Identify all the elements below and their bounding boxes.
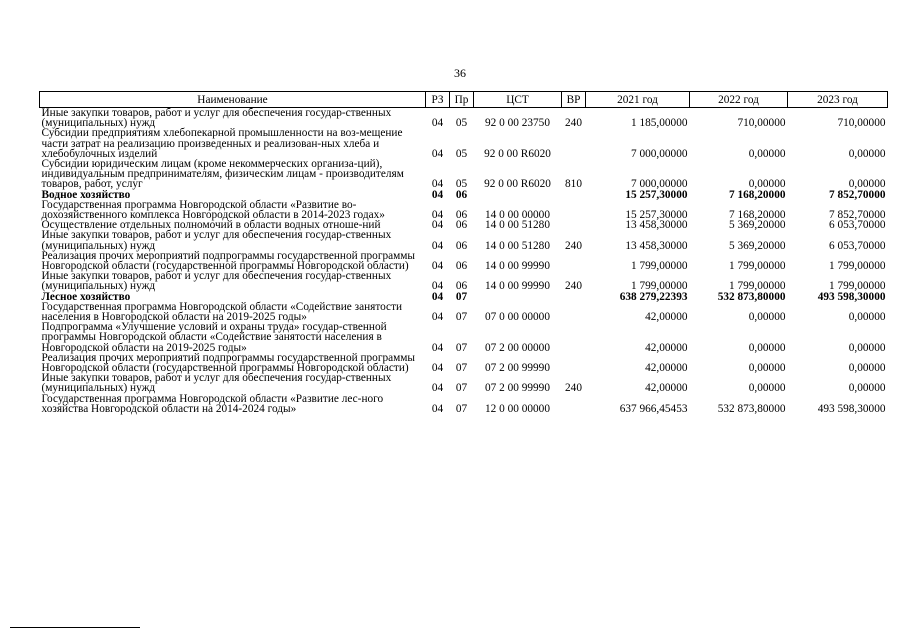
cell-rz: 04: [431, 311, 444, 324]
cell-pr: 05: [455, 178, 468, 191]
cell-2021: 42,00000: [645, 311, 688, 324]
cell-vr: 810: [565, 178, 582, 191]
cell-cst: 14 0 00 51280: [485, 239, 550, 252]
cell-pr: 05: [455, 117, 468, 130]
cell-vr: [562, 128, 586, 159]
cell-2021: 1 799,00000: [631, 260, 688, 273]
table-row: [40, 200, 888, 220]
cell-2022: 0,00000: [748, 341, 786, 354]
cell-cst: [474, 190, 562, 200]
cell-vr: 240: [565, 239, 582, 252]
cell-cst: 14 0 00 99990: [485, 280, 550, 293]
cell-cst: 14 0 00 51280: [485, 219, 550, 232]
cell-rz: 04: [431, 219, 444, 232]
cell-name: Иные закупки товаров, работ и услуг для обеспечения государ-ственных (муниципальных) нужд: [41, 107, 392, 130]
header-vr: ВР: [562, 92, 586, 108]
cell-2021: 7 000,00000: [631, 147, 688, 160]
header-pr: Пр: [450, 92, 474, 108]
cell-name: Иные закупки товаров, работ и услуг для обеспечения государ-ственных (муниципальных) нужд: [41, 229, 392, 252]
cell-pr: 07: [455, 341, 468, 354]
cell-2023: 710,00000: [837, 117, 886, 130]
cell-cst: 14 0 00 99990: [485, 260, 550, 273]
cell-cst: [474, 292, 562, 302]
cell-name: Иные закупки товаров, работ и услуг для обеспечения государ-ственных (муниципальных) нужд: [41, 270, 392, 293]
cell-rz: 04: [431, 188, 444, 201]
cell-vr: [562, 220, 586, 230]
cell-2021: 638 279,22393: [619, 290, 688, 303]
header-2023: 2023 год: [788, 92, 888, 108]
cell-vr: [562, 200, 586, 220]
table-row: [40, 302, 888, 322]
cell-vr: [562, 322, 586, 353]
cell-2021: 42,00000: [645, 362, 688, 375]
table-row: [40, 353, 888, 373]
cell-rz: 04: [431, 178, 444, 191]
footnote-divider: [10, 627, 140, 628]
header-name: Наименование: [40, 92, 426, 108]
cell-2022: 532 873,80000: [717, 402, 786, 415]
cell-2022: 710,00000: [737, 117, 786, 130]
cell-2022: 0,00000: [748, 178, 786, 191]
cell-pr: 06: [455, 219, 468, 232]
cell-2021: 15 257,30000: [625, 188, 688, 201]
header-2022: 2022 год: [690, 92, 788, 108]
cell-2021: 13 458,30000: [625, 219, 688, 232]
header-row: [40, 92, 888, 108]
cell-rz: 04: [431, 260, 444, 273]
cell-2023: 0,00000: [848, 178, 886, 191]
cell-vr: 240: [565, 280, 582, 293]
cell-2023: 0,00000: [848, 311, 886, 324]
cell-2023: 0,00000: [848, 341, 886, 354]
cell-2022: 7 168,20000: [729, 209, 786, 222]
cell-pr: 07: [455, 382, 468, 395]
cell-cst: 07 2 00 99990: [485, 382, 550, 395]
cell-name: Государственная программа Новгородской области «Развитие во-дохозяйственного комплекса Новгородской области в 2014-2023 годах»: [41, 198, 385, 222]
cell-rz: 04: [431, 147, 444, 160]
cell-2021: 42,00000: [645, 382, 688, 395]
cell-vr: 240: [565, 382, 582, 395]
cell-cst: 92 0 00 R6020: [484, 147, 551, 160]
page-number: 36: [454, 66, 466, 80]
cell-vr: [562, 394, 586, 414]
cell-vr: 240: [565, 117, 582, 130]
cell-2022: 1 799,00000: [729, 260, 786, 273]
cell-rz: 04: [431, 402, 444, 415]
cell-2023: 493 598,30000: [817, 402, 886, 415]
cell-2022: 0,00000: [748, 147, 786, 160]
table-row: [40, 373, 888, 393]
cell-rz: 04: [431, 341, 444, 354]
cell-rz: 04: [431, 382, 444, 395]
cell-2023: 7 852,70000: [829, 209, 886, 222]
cell-rz: 04: [431, 117, 444, 130]
cell-2023: 0,00000: [848, 147, 886, 160]
cell-name: Иные закупки товаров, работ и услуг для обеспечения государ-ственных (муниципальных) нужд: [41, 372, 392, 395]
table-row: [40, 230, 888, 250]
cell-2022: 0,00000: [748, 382, 786, 395]
cell-2023: 0,00000: [848, 382, 886, 395]
cell-2022: 0,00000: [748, 311, 786, 324]
cell-cst: 92 0 00 R6020: [484, 178, 551, 191]
cell-2022: 5 369,20000: [729, 219, 786, 232]
cell-2021: 13 458,30000: [625, 239, 688, 252]
cell-2023: 0,00000: [848, 362, 886, 375]
table-row: [40, 271, 888, 291]
cell-2022: 1 799,00000: [729, 280, 786, 293]
cell-cst: 12 0 00 00000: [485, 402, 550, 415]
cell-name: Осуществление отдельных полномочий в области водных отноше-ний: [41, 219, 381, 232]
header-2021: 2021 год: [586, 92, 690, 108]
cell-name: Субсидии предприятиям хлебопекарной промышленности на воз-мещение части затрат на реализацию произведенных и реализован-ных хлеба и хлебобулочных изделий: [41, 127, 403, 160]
table-row: [40, 128, 888, 159]
header-rz: РЗ: [426, 92, 450, 108]
cell-cst: 07 2 00 00000: [485, 341, 550, 354]
cell-vr: [562, 353, 586, 373]
cell-pr: 06: [455, 280, 468, 293]
cell-pr: 06: [455, 188, 468, 201]
cell-rz: 04: [431, 239, 444, 252]
cell-vr: [562, 251, 586, 271]
cell-pr: 07: [455, 290, 468, 303]
cell-name: Подпрограмма «Улучшение условий и охраны труда» государ-ственной программы Новгородской области «Содействие занятости населения в Новгородской области на 2019-2025 годы»: [41, 321, 387, 354]
cell-pr: 07: [455, 402, 468, 415]
table-row: [40, 322, 888, 353]
cell-2022: 0,00000: [748, 362, 786, 375]
table-body: [40, 108, 888, 415]
cell-name: Реализация прочих мероприятий подпрограммы государственной программы Новгородской области (государственной программы Новгородской области): [41, 249, 415, 273]
cell-2022: 7 168,20000: [729, 188, 786, 201]
cell-pr: 06: [455, 260, 468, 273]
cell-cst: 07 0 00 00000: [485, 311, 550, 324]
cell-2023: 1 799,00000: [829, 280, 886, 293]
cell-name: Государственная программа Новгородской области «Содействие занятости населения в Новгородской области на 2019-2025 годы»: [41, 300, 403, 324]
cell-2023: 7 852,70000: [829, 188, 886, 201]
cell-2021: 1 185,00000: [631, 117, 688, 130]
cell-pr: 06: [455, 209, 468, 222]
cell-pr: 07: [455, 311, 468, 324]
cell-cst: 92 0 00 23750: [485, 117, 550, 130]
cell-2021: 15 257,30000: [625, 209, 688, 222]
cell-2023: 1 799,00000: [829, 260, 886, 273]
cell-pr: 06: [455, 239, 468, 252]
cell-cst: 07 2 00 99990: [485, 362, 550, 375]
cell-rz: 04: [431, 209, 444, 222]
cell-rz: 04: [431, 362, 444, 375]
table-row: [40, 394, 888, 414]
cell-2021: 1 799,00000: [631, 280, 688, 293]
cell-name: Водное хозяйство: [41, 188, 131, 201]
cell-pr: 07: [455, 362, 468, 375]
budget-table: [39, 91, 888, 414]
header-cst: ЦСТ: [474, 92, 562, 108]
cell-2023: 6 053,70000: [829, 239, 886, 252]
table-row: [40, 159, 888, 190]
cell-rz: 04: [431, 290, 444, 303]
cell-name: Государственная программа Новгородской области «Развитие лес-ного хозяйства Новгородской области на 2014-2024 годы»: [41, 392, 384, 415]
cell-2021: 637 966,45453: [619, 402, 688, 415]
table-row: [40, 251, 888, 271]
cell-2021: 42,00000: [645, 341, 688, 354]
cell-vr: [562, 292, 586, 302]
cell-name: Субсидии юридическим лицам (кроме некоммерческих организа-ций), индивидуальным предпринимателям, физическим лицам - производителям товаров, работ, услуг: [41, 158, 404, 191]
cell-pr: 05: [455, 147, 468, 160]
cell-2022: 5 369,20000: [729, 239, 786, 252]
cell-2023: 493 598,30000: [817, 290, 886, 303]
table-row: [40, 108, 888, 129]
cell-2021: 7 000,00000: [631, 178, 688, 191]
cell-cst: 14 0 00 00000: [485, 209, 550, 222]
cell-rz: 04: [431, 280, 444, 293]
cell-vr: [562, 190, 586, 200]
table-header: [40, 92, 888, 108]
cell-name: Лесное хозяйство: [41, 290, 131, 303]
cell-2023: 6 053,70000: [829, 219, 886, 232]
cell-vr: [562, 302, 586, 322]
cell-name: Реализация прочих мероприятий подпрограммы государственной программы Новгородской области (государственной программы Новгородской области): [41, 351, 415, 375]
cell-2022: 532 873,80000: [717, 290, 786, 303]
